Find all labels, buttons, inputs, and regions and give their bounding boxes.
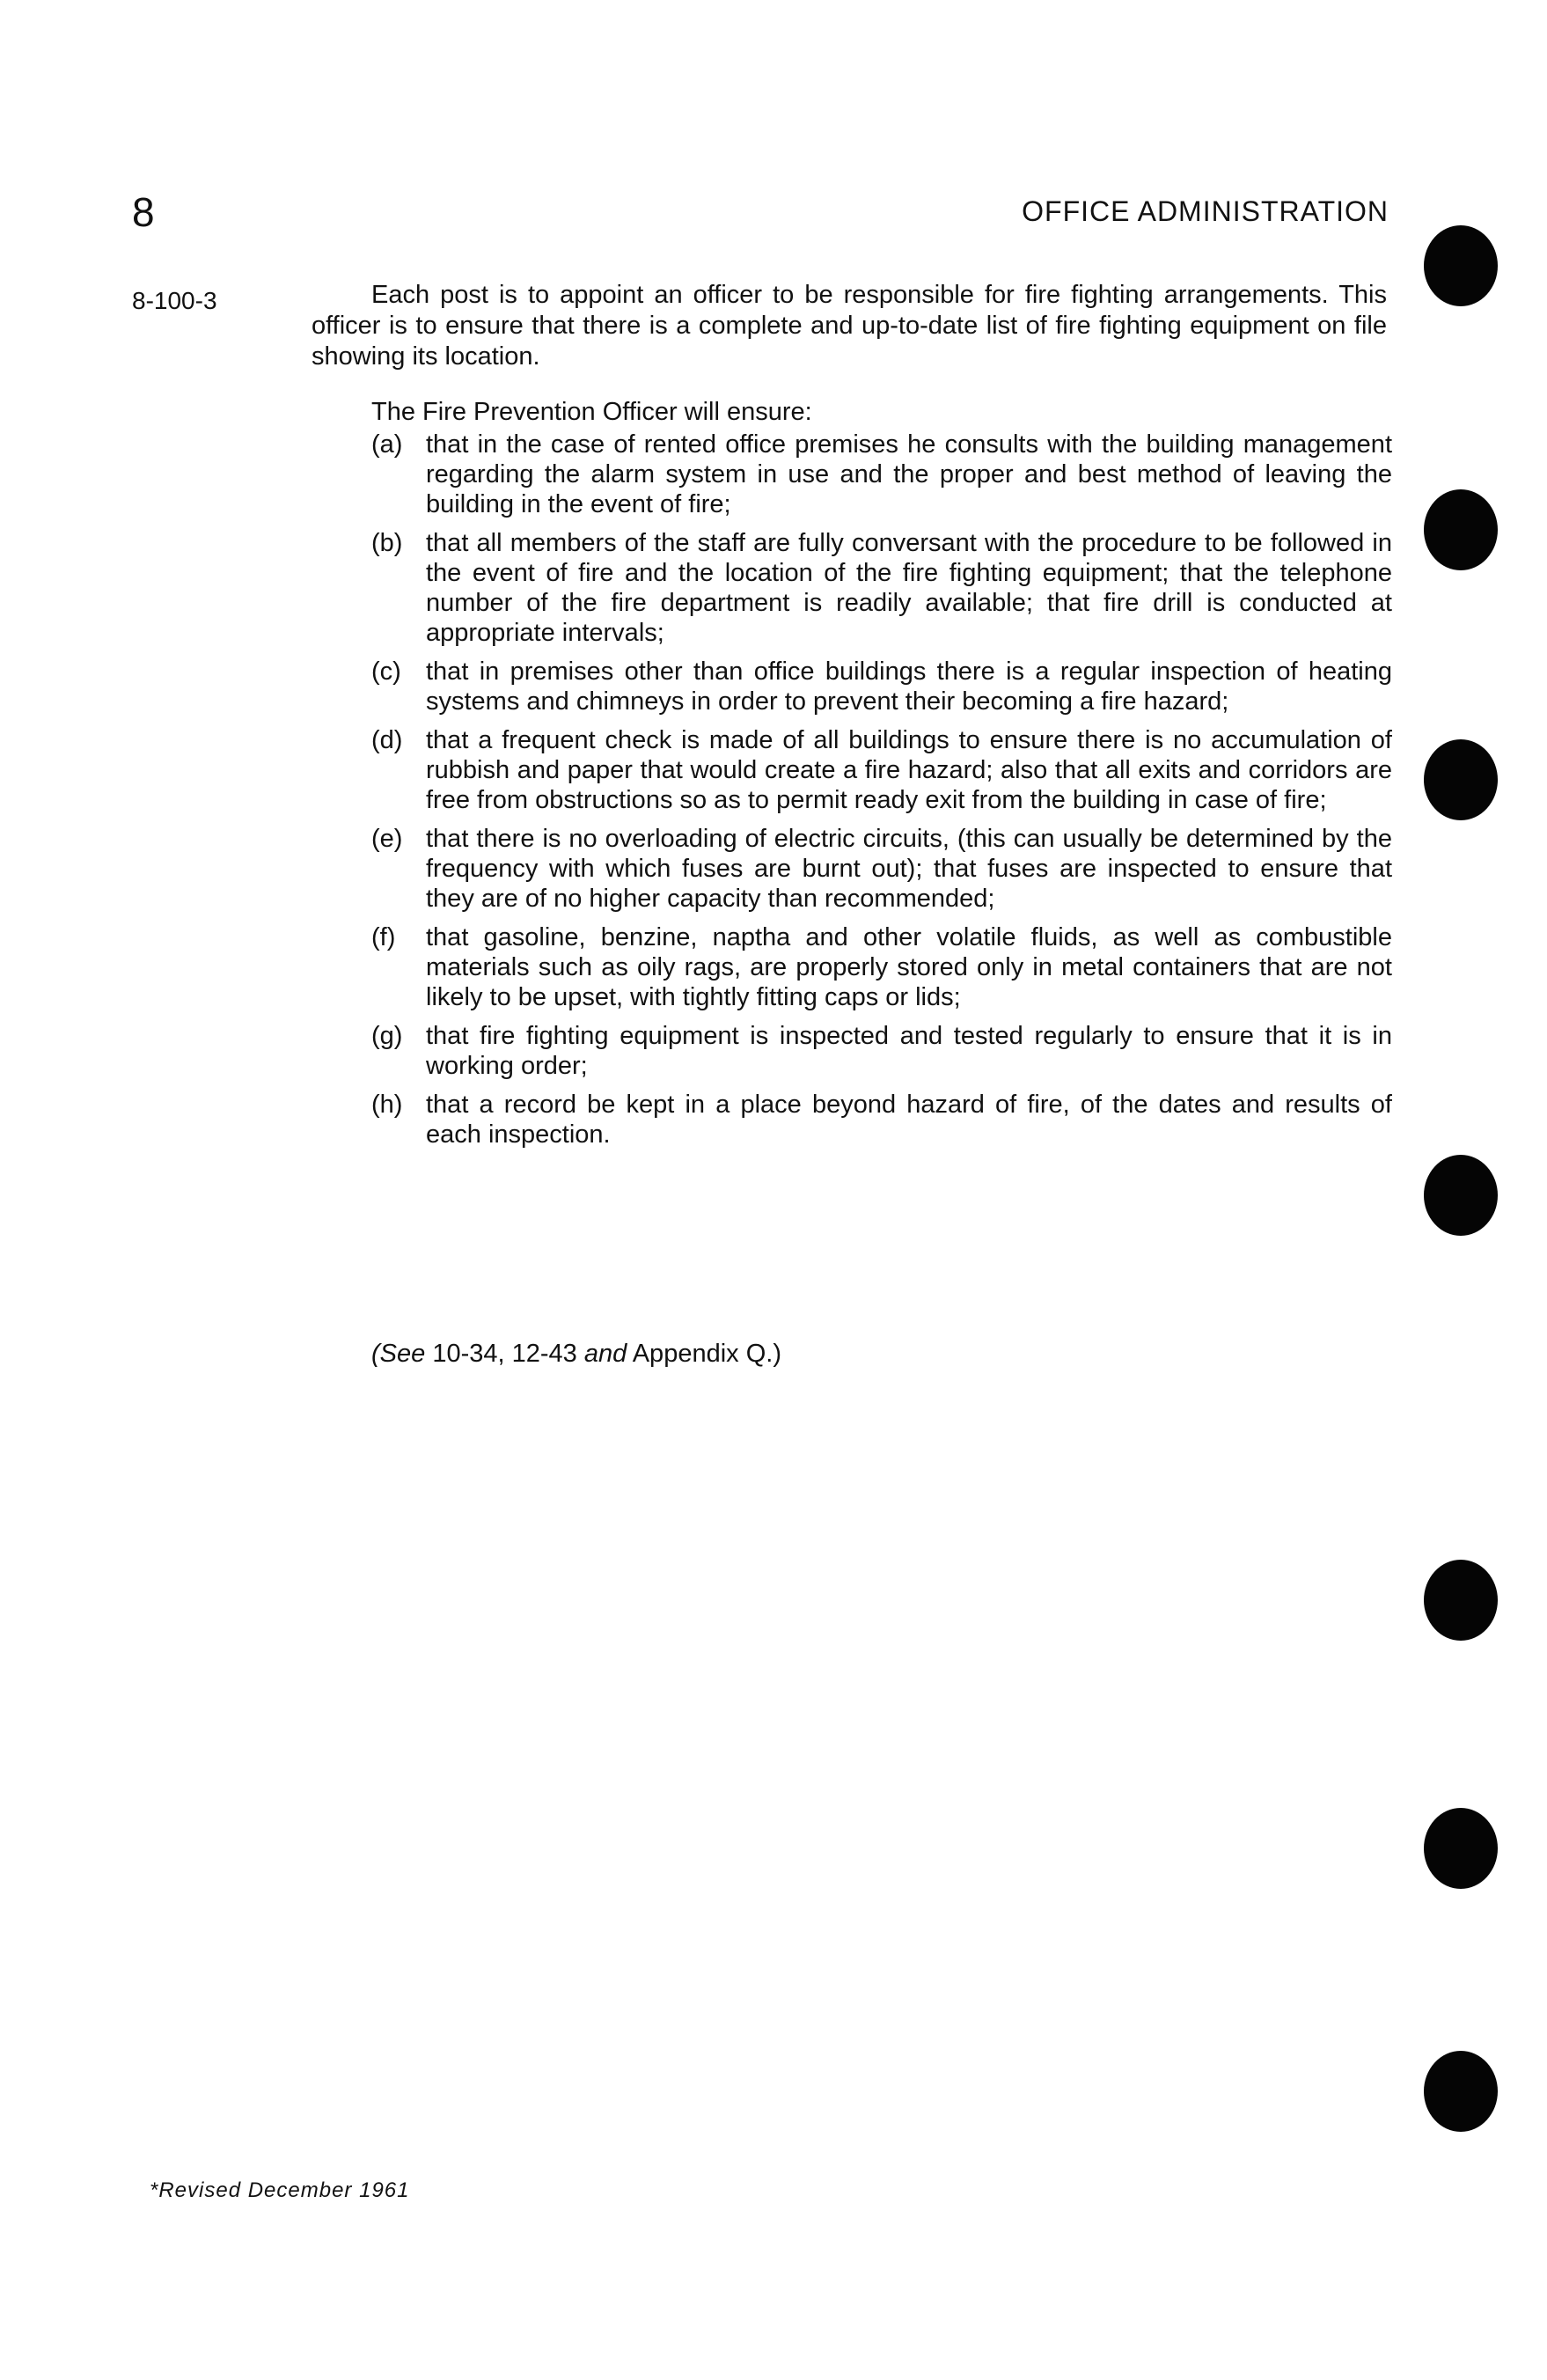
list-item — [371, 528, 1392, 648]
list-item — [371, 1021, 1392, 1081]
list-item — [371, 1090, 1392, 1150]
item-marker: (d) — [371, 726, 403, 754]
punch-hole-icon — [1424, 2051, 1498, 2132]
punch-hole-icon — [1424, 1808, 1498, 1889]
list-item — [371, 430, 1392, 519]
see-also-refs: 10-34, 12-43 — [432, 1340, 577, 1368]
punch-hole-icon — [1424, 489, 1498, 570]
see-also-open: (See — [371, 1340, 426, 1368]
see-also-reference — [371, 1340, 781, 1369]
running-head: OFFICE ADMINISTRATION — [1022, 195, 1389, 227]
item-text: that in premises other than office buildings there is a regular inspection of heating systems and chimneys in order to prevent their becoming a fire hazard; — [426, 657, 1392, 716]
see-also-and: and — [583, 1340, 627, 1368]
item-text: that in the case of rented office premises he consults with the building management regarding the alarm system in use and the proper and best method of leaving the building in the event of fire; — [426, 430, 1392, 518]
item-text: that a frequent check is made of all buildings to ensure there is no accumulation of rubbish and paper that would create a fire hazard; also that all exits and corridors are free from obstructions so as to permit ready exit from the building in case of fire; — [426, 726, 1392, 814]
lead-sentence: The Fire Prevention Officer will ensure: — [371, 398, 812, 426]
item-text: that fire fighting equipment is inspected and tested regularly to ensure that it is in working order; — [426, 1022, 1392, 1080]
list-item — [371, 922, 1392, 1012]
page-number: 8 — [132, 189, 155, 235]
list-item — [371, 725, 1392, 815]
see-also-appendix: Appendix Q.) — [632, 1340, 781, 1368]
list-item — [371, 824, 1392, 914]
item-text: that a record be kept in a place beyond hazard of fire, of the dates and results of each inspection. — [426, 1091, 1392, 1149]
item-marker: (g) — [371, 1022, 403, 1050]
item-marker: (h) — [371, 1091, 403, 1119]
punch-hole-icon — [1424, 1560, 1498, 1641]
item-text: that there is no overloading of electric circuits, (this can usually be determined by the frequency with which fuses are burnt out); that fuses are inspected to ensure that they are of no higher capacity than recommended; — [426, 825, 1392, 913]
item-marker: (f) — [371, 923, 396, 951]
item-marker: (c) — [371, 657, 401, 686]
intro-paragraph: Each post is to appoint an officer to be responsible for fire fighting arrangements. This officer is to ensure that there is a complete and up-to-date list of fire fighting equipment on file showing its location. — [312, 281, 1387, 371]
punch-hole-icon — [1424, 1155, 1498, 1236]
revision-footnote: *Revised December 1961 — [150, 2178, 410, 2202]
section-ref: 8-100-3 — [132, 287, 217, 314]
punch-hole-icon — [1424, 739, 1498, 820]
item-marker: (e) — [371, 825, 403, 853]
requirements-list — [371, 430, 1392, 1158]
item-marker: (b) — [371, 529, 403, 557]
punch-hole-icon — [1424, 225, 1498, 306]
item-marker: (a) — [371, 430, 403, 459]
item-text: that all members of the staff are fully conversant with the procedure to be followed in the event of fire and the location of the fire fighting equipment; that the telephone number of the fire department is readily available; that fire drill is conducted at appropriate intervals; — [426, 529, 1392, 647]
list-item — [371, 657, 1392, 716]
item-text: that gasoline, benzine, naptha and other volatile fluids, as well as combustible materials such as oily rags, are properly stored only in metal containers that are not likely to be upset, with tightly fitting caps or lids; — [426, 923, 1392, 1011]
